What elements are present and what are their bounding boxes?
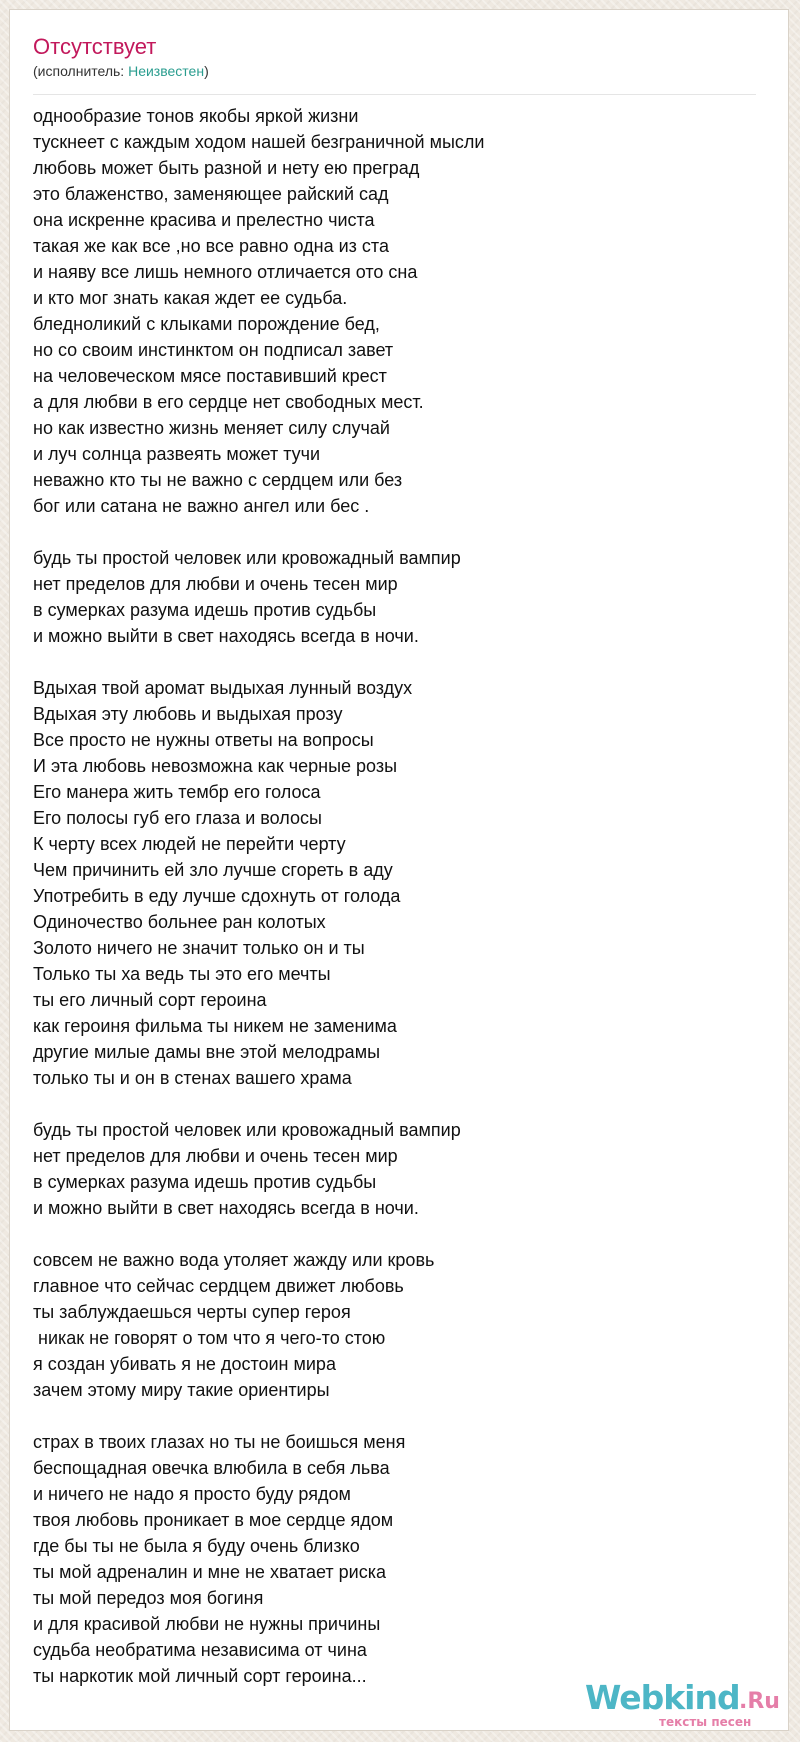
brand-tld: .Ru xyxy=(739,1689,780,1714)
song-title: Отсутствует xyxy=(33,34,157,59)
header-divider xyxy=(33,94,756,95)
brand-name: Webkind xyxy=(585,1678,740,1717)
lyrics-text: однообразие тонов якобы яркой жизни тускнеет с каждым ходом нашей безграничной мысли любовь может быть разной и нету ею преград это блаженство, заменяющее райский сад она искренне красива и прелестно чиста такая же как все ,но все равно одна из ста и наяву все лишь немного отличается ото сна и кто мог знать какая ждет ее судьба. бледноликий с клыками порождение бед, но со своим инстинктом он подписал завет на человеческом мясе поставивший крест а для любви в его сердце нет свободных мест. но как известно жизнь меняет силу случай и луч солнца развеять может тучи неважно кто ты не важно с сердцем или без бог или сатана не важно ангел или бес . будь ты простой человек или кровожадный вампир нет пределов для любви и очень тесен мир в сумерках разума идешь против судьбы и можно выйти в свет находясь всегда в ночи. Вдыхая твой аромат выдыхая лунный воздух Вдыхая эту любовь и выдыхая прозу Все просто не нужны ответы на вопросы И эта любовь невозможна как черные розы Его манера жить тембр его голоса Его полосы губ его глаза и волосы К черту всех людей не перейти черту Чем причинить ей зло лучше сгореть в аду Употребить в еду лучше сдохнуть от голода Одиночество больнее ран колотых Золото ничего не значит только он и ты Только ты ха ведь ты это его мечты ты его личный сорт героина как героиня фильма ты никем не заменима другие милые дамы вне этой мелодрамы только ты и он в стенах вашего храма будь ты простой человек или кровожадный вампир нет пределов для любви и очень тесен мир в сумерках разума идешь против судьбы и можно выйти в свет находясь всегда в ночи. совсем не важно вода утоляет жажду или кровь главное что сейчас сердцем движет любовь ты заблуждаешься черты супер героя никак не говорят о том что я чего-то стою я создан убивать я не достоин мира зачем этому миру такие ориентиры страх в твоих глазах но ты не боишься меня беспощадная овечка влюбила в себя льва и ничего не надо я просто буду рядом твоя любовь проникает в мое сердце ядом где бы ты не была я буду очень близко ты мой адреналин и мне не хватает риска ты мой передоз моя богиня и для красивой любви не нужны причины судьба необратима независима от чина ты наркотик мой личный сорт героина... xyxy=(33,106,485,1686)
performer-suffix: ) xyxy=(204,63,209,79)
performer-link[interactable]: Неизвестен xyxy=(128,63,205,79)
song-header xyxy=(33,34,756,80)
brand-tagline: тексты песен xyxy=(659,1715,752,1729)
site-logo[interactable] xyxy=(585,1680,785,1732)
performer-line xyxy=(33,62,756,80)
performer-prefix: (исполнитель: xyxy=(33,63,129,79)
